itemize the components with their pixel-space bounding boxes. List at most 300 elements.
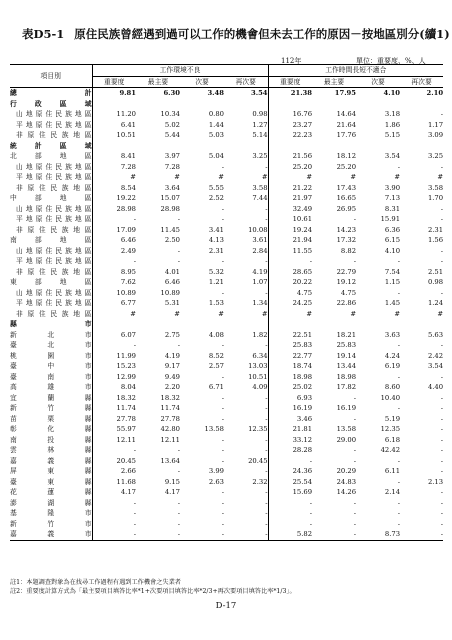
table-cell: - <box>92 445 136 456</box>
table-cell: 7.62 <box>92 277 136 288</box>
table-cell: 4.08 <box>208 330 224 339</box>
table-row <box>10 361 443 372</box>
table-cell: 11.99 <box>92 351 136 362</box>
table-cell: 5.14 <box>252 131 268 140</box>
table-cell: # <box>268 309 312 320</box>
row-label: 中部地區 <box>10 194 92 203</box>
table-cell: - <box>440 414 444 423</box>
row-label: 臺南市 <box>10 372 92 381</box>
row-label: 臺北市 <box>10 341 92 350</box>
group-header-poor-environment: 工作環境不良 <box>92 65 268 77</box>
table-cell: - <box>265 393 268 402</box>
table-cell: 10.34 <box>160 110 180 119</box>
table-cell <box>312 99 356 110</box>
table-cell: - <box>221 341 224 350</box>
table-cell: 2.32 <box>252 477 268 486</box>
row-label: 非原住民族地區 <box>16 183 92 192</box>
table-row <box>10 319 443 330</box>
table-cell: 1.45 <box>384 299 401 308</box>
table-cell: - <box>440 110 444 119</box>
table-cell: 12.11 <box>160 435 180 444</box>
table-cell: 1.21 <box>208 278 224 287</box>
table-cell: 1.86 <box>384 120 401 129</box>
table-cell <box>312 319 356 330</box>
table-cell: 4.19 <box>164 351 180 360</box>
table-cell: 17.76 <box>336 131 357 140</box>
table-cell: - <box>177 341 180 350</box>
table-cell: 17.32 <box>336 236 357 245</box>
table-cell <box>268 319 312 330</box>
table-cell: - <box>397 509 401 518</box>
table-cell: 12.99 <box>92 372 136 383</box>
row-label: 山地原住民族地區 <box>16 110 92 119</box>
table-cell: - <box>440 519 444 528</box>
table-cell: # <box>218 173 224 182</box>
table-cell: - <box>265 509 268 518</box>
table-row <box>10 519 443 530</box>
table-cell: - <box>397 288 401 297</box>
table-cell: - <box>440 341 444 350</box>
table-cell: - <box>440 162 444 171</box>
table-cell <box>400 319 443 330</box>
survey-year: 112年 <box>281 57 302 65</box>
table-row <box>10 183 443 194</box>
table-cell: 5.82 <box>268 529 312 540</box>
table-cell: 8.82 <box>340 246 357 255</box>
table-cell: # <box>437 173 444 182</box>
table-cell: 16.19 <box>336 404 357 413</box>
table-cell: 17.95 <box>334 89 357 98</box>
table-cell: 2.49 <box>92 246 136 257</box>
table-cell <box>136 319 180 330</box>
table-cell: 17.09 <box>92 225 136 236</box>
table-cell: 22.23 <box>268 130 312 141</box>
table-body <box>10 88 443 541</box>
table-title-text: 原住民族曾經遇到過可以工作的機會但未去工作的原因－按地區別分(續1) <box>74 27 450 41</box>
table-cell: 5.19 <box>384 414 401 423</box>
row-label: 非原住民族地區 <box>16 225 92 234</box>
table-cell: 33.12 <box>268 435 312 446</box>
table-cell: 11.55 <box>268 246 312 257</box>
table-cell: - <box>353 215 357 224</box>
col-header: 次要 <box>180 76 224 88</box>
table-cell: - <box>224 529 268 540</box>
table-row <box>10 256 443 267</box>
table-cell: 32.49 <box>268 204 312 215</box>
row-label: 行政區域 <box>10 99 92 108</box>
table-cell: 8.95 <box>92 267 136 278</box>
table-cell: - <box>92 498 136 509</box>
table-cell: # <box>268 172 312 183</box>
table-cell: 15.23 <box>92 361 136 372</box>
table-cell <box>400 141 443 152</box>
table-cell: - <box>397 341 401 350</box>
table-cell: # <box>394 173 401 182</box>
table-cell: 10.51 <box>92 130 136 141</box>
table-cell: - <box>397 372 401 381</box>
table-cell: 19.14 <box>336 351 357 360</box>
table-row <box>10 99 443 110</box>
row-label: 平地原住民族地區 <box>16 120 92 129</box>
table-cell: - <box>440 435 444 444</box>
table-cell: 5.44 <box>164 131 180 140</box>
table-cell: - <box>397 404 401 413</box>
table-row <box>10 288 443 299</box>
table-row <box>10 414 443 425</box>
table-cell: - <box>265 204 268 213</box>
table-cell: 11.45 <box>160 225 180 234</box>
table-row <box>10 477 443 488</box>
table-cell: 9.49 <box>164 372 180 381</box>
table-cell: - <box>440 204 444 213</box>
table-cell: 4.10 <box>383 89 401 98</box>
table-cell: 0.98 <box>252 110 268 119</box>
table-cell: 22.51 <box>268 330 312 341</box>
table-cell: 5.63 <box>427 330 444 339</box>
table-row <box>10 529 443 540</box>
table-cell: 20.45 <box>248 456 268 465</box>
table-cell: 6.11 <box>384 467 401 476</box>
table-cell: - <box>397 498 401 507</box>
table-cell: - <box>268 519 312 530</box>
table-cell: 13.58 <box>336 425 357 434</box>
row-label: 新竹市 <box>10 519 92 528</box>
col-header: 再次要 <box>400 76 443 88</box>
table-row <box>10 141 443 152</box>
row-label: 新竹縣 <box>10 404 92 413</box>
table-cell: # <box>350 173 357 182</box>
table-cell: - <box>265 435 268 444</box>
table-cell: 5.03 <box>208 131 224 140</box>
table-cell: - <box>268 508 312 519</box>
table-cell: - <box>265 519 268 528</box>
table-cell: - <box>221 446 224 455</box>
footnote: 註2：重要度計算方式為「最主要項目填答比率*1+次要項目填答比率*2/3+再次要項目填答比率*1/3」。 <box>10 588 296 595</box>
table-cell: - <box>440 446 444 455</box>
table-row <box>10 498 443 509</box>
table-cell: - <box>440 257 444 266</box>
table-cell: 13.58 <box>204 425 224 434</box>
table-cell: 23.27 <box>268 120 312 131</box>
table-cell: - <box>312 529 356 540</box>
table-cell: - <box>221 498 224 507</box>
table-row <box>10 151 443 162</box>
table-row <box>10 109 443 120</box>
table-cell: 8.31 <box>384 204 401 213</box>
table-cell: 21.97 <box>268 193 312 204</box>
row-label: 南投縣 <box>10 435 92 444</box>
table-cell: - <box>265 162 268 171</box>
table-cell: 22.77 <box>268 351 312 362</box>
table-cell: 25.83 <box>336 341 357 350</box>
table-cell: - <box>265 404 268 413</box>
table-cell: 1.56 <box>427 236 444 245</box>
table-cell: # <box>437 309 444 318</box>
table-row <box>10 214 443 225</box>
row-label: 東部地區 <box>10 278 92 287</box>
row-label: 非原住民族地區 <box>16 309 92 318</box>
row-label: 嘉義市 <box>10 530 92 539</box>
table-row <box>10 267 443 278</box>
table-cell: 4.17 <box>92 487 136 498</box>
table-cell: - <box>353 456 357 465</box>
table-cell: 1.17 <box>427 120 444 129</box>
table-cell: - <box>92 256 136 267</box>
table-cell: 17.43 <box>336 183 357 192</box>
table-cell: 4.09 <box>252 383 268 392</box>
table-cell: 6.46 <box>92 235 136 246</box>
table-cell: - <box>440 467 444 476</box>
table-cell: - <box>397 162 401 171</box>
unit-note: 單位：重要度、%、人 <box>356 57 426 65</box>
table-row <box>10 162 443 173</box>
table-cell: 4.40 <box>427 383 444 392</box>
row-label: 非原住民族地區 <box>16 131 92 140</box>
table-cell: 21.22 <box>268 183 312 194</box>
row-label: 臺中市 <box>10 362 92 371</box>
table-cell: 8.52 <box>208 351 224 360</box>
table-row <box>10 330 443 341</box>
table-cell: - <box>440 393 444 402</box>
table-cell: 2.14 <box>384 488 401 497</box>
table-cell: - <box>177 519 180 528</box>
table-cell: - <box>221 257 224 266</box>
table-cell: 27.78 <box>160 414 180 423</box>
table-cell: 25.83 <box>268 340 312 351</box>
row-label: 澎湖縣 <box>10 498 92 507</box>
footnotes <box>10 578 296 596</box>
table-cell: 3.48 <box>207 89 224 98</box>
table-row <box>10 235 443 246</box>
table-cell: - <box>397 519 401 528</box>
table-cell: 2.75 <box>164 330 180 339</box>
table-cell: 1.70 <box>427 194 444 203</box>
table-row <box>10 393 443 404</box>
table-cell: - <box>268 456 312 467</box>
table-cell: 15.91 <box>380 215 401 224</box>
table-cell: 28.28 <box>268 445 312 456</box>
row-label: 山地原住民族地區 <box>16 204 92 213</box>
table-cell: 9.15 <box>164 477 180 486</box>
table-cell: 2.42 <box>427 351 444 360</box>
table-cell: 14.26 <box>336 488 357 497</box>
table-cell: 6.46 <box>164 278 180 287</box>
table-cell: 11.74 <box>160 404 180 413</box>
table-cell <box>268 141 312 152</box>
table-cell: - <box>440 215 444 224</box>
table-cell: - <box>440 246 444 255</box>
table-cell: 2.13 <box>427 477 444 486</box>
col-header: 最主要 <box>136 76 180 88</box>
table-cell: - <box>353 498 357 507</box>
table-cell: 1.34 <box>252 299 268 308</box>
table-cell: 18.32 <box>160 393 180 402</box>
table-cell: 13.03 <box>248 362 268 371</box>
row-label: 屏東縣 <box>10 467 92 476</box>
table-cell: - <box>353 257 357 266</box>
table-cell: 27.78 <box>92 414 136 425</box>
table-cell: # <box>261 173 268 182</box>
footnote: 註1：本題調查對象為在找尋工作過程有遇到工作機會之失業者 <box>10 579 181 586</box>
row-label: 高雄市 <box>10 383 92 392</box>
table-cell <box>356 319 400 330</box>
table-cell: 6.71 <box>208 383 224 392</box>
table-cell <box>180 141 224 152</box>
row-label: 平地原住民族地區 <box>16 215 92 224</box>
row-label: 桃園市 <box>10 351 92 360</box>
table-cell: 5.02 <box>164 120 180 129</box>
table-cell: 15.07 <box>160 194 180 203</box>
table-cell: - <box>265 215 268 224</box>
table-row <box>10 435 443 446</box>
table-cell: 25.54 <box>268 477 312 488</box>
table-cell: 14.64 <box>336 110 357 119</box>
table-cell: 15.69 <box>268 487 312 498</box>
table-cell: 3.09 <box>427 131 444 140</box>
table-cell: 6.07 <box>92 330 136 341</box>
table-cell: 6.34 <box>252 351 268 360</box>
table-cell: - <box>268 256 312 267</box>
table-cell: 6.36 <box>384 225 401 234</box>
table-row <box>10 487 443 498</box>
table-cell: - <box>221 372 224 381</box>
table-cell: 14.23 <box>336 225 357 234</box>
table-cell: - <box>440 488 444 497</box>
table-row <box>10 298 443 309</box>
table-cell: 4.75 <box>268 288 312 299</box>
table-cell: 3.97 <box>164 152 180 161</box>
table-cell: 8.04 <box>92 382 136 393</box>
table-row <box>10 193 443 204</box>
row-label: 新北市 <box>10 330 92 339</box>
table-row <box>10 172 443 183</box>
table-cell: - <box>221 456 224 465</box>
table-cell: 4.01 <box>164 267 180 276</box>
table-cell: - <box>221 519 224 528</box>
table-cell: - <box>221 414 224 423</box>
table-cell <box>268 99 312 110</box>
row-label: 嘉義縣 <box>10 456 92 465</box>
table-cell: - <box>265 414 268 423</box>
col-header: 次要 <box>356 76 400 88</box>
table-cell <box>224 141 268 152</box>
table-cell: - <box>353 393 357 402</box>
table-cell: # <box>92 172 136 183</box>
table-cell: 6.30 <box>163 89 180 98</box>
table-cell: 4.19 <box>252 267 268 276</box>
row-label: 山地原住民族地區 <box>16 246 92 255</box>
table-cell: 7.13 <box>384 194 401 203</box>
table-row <box>10 309 443 320</box>
table-cell: 18.98 <box>268 372 312 383</box>
table-cell: - <box>221 393 224 402</box>
table-cell: 11.68 <box>92 477 136 488</box>
table-cell: 8.41 <box>92 151 136 162</box>
table-cell: 3.41 <box>208 225 224 234</box>
table-row <box>10 508 443 519</box>
table-cell <box>136 99 180 110</box>
table-cell: - <box>92 519 136 530</box>
table-cell: - <box>440 288 444 297</box>
table-cell: - <box>92 340 136 351</box>
table-cell: 3.63 <box>384 330 401 339</box>
row-label: 南部地區 <box>10 236 92 245</box>
row-label: 平地原住民族地區 <box>16 299 92 308</box>
table-cell: 10.89 <box>92 288 136 299</box>
table-cell: 21.94 <box>268 235 312 246</box>
table-cell: 42.42 <box>380 446 401 455</box>
table-cell: 22.86 <box>336 299 357 308</box>
table-row <box>10 340 443 351</box>
table-row <box>10 445 443 456</box>
table-cell: 10.08 <box>248 225 268 234</box>
data-table <box>10 64 443 541</box>
table-cell: 42.80 <box>160 425 180 434</box>
table-cell: 2.50 <box>164 236 180 245</box>
table-cell: 3.58 <box>252 183 268 192</box>
table-cell: 10.51 <box>248 372 268 381</box>
table-cell: 1.24 <box>427 299 444 308</box>
table-cell: 28.98 <box>160 204 180 213</box>
table-cell: 4.13 <box>208 236 224 245</box>
table-cell <box>136 141 180 152</box>
table-cell: 3.54 <box>427 362 444 371</box>
table-cell: 9.81 <box>92 88 136 99</box>
table-cell: - <box>92 529 136 540</box>
table-row <box>10 424 443 435</box>
table-cell: - <box>221 435 224 444</box>
table-cell: 2.63 <box>208 477 224 486</box>
row-label: 彰化縣 <box>10 425 92 434</box>
table-cell: - <box>440 425 444 434</box>
table-cell: 21.64 <box>336 120 357 129</box>
table-cell: 1.44 <box>208 120 224 129</box>
table-cell: 3.25 <box>252 152 268 161</box>
table-cell: 20.22 <box>268 277 312 288</box>
table-cell: 3.99 <box>208 467 224 476</box>
table-cell: - <box>353 509 357 518</box>
table-cell: 2.31 <box>208 246 224 255</box>
table-cell: 26.95 <box>336 204 357 213</box>
table-code: 表D5-1 <box>22 27 65 41</box>
table-cell: - <box>177 246 180 255</box>
table-cell: 3.46 <box>268 414 312 425</box>
table-cell: 1.15 <box>384 278 401 287</box>
table-cell: - <box>265 488 268 497</box>
table-cell: - <box>177 509 180 518</box>
table-cell: 9.17 <box>164 362 180 371</box>
table-cell: - <box>440 404 444 413</box>
table-cell: 4.75 <box>340 288 357 297</box>
table-cell: 0.80 <box>208 110 224 119</box>
col-header: 重要度 <box>268 76 312 88</box>
table-cell <box>224 99 268 110</box>
table-cell: 17.82 <box>336 383 357 392</box>
col-header: 重要度 <box>92 76 136 88</box>
table-cell: 21.56 <box>268 151 312 162</box>
table-cell: 16.19 <box>268 403 312 414</box>
table-cell: - <box>177 498 180 507</box>
table-cell: 7.28 <box>92 162 136 173</box>
table-cell: 1.27 <box>252 120 268 129</box>
row-label: 統計區域 <box>10 141 92 150</box>
table-cell: 18.21 <box>336 330 357 339</box>
table-cell: 7.28 <box>164 162 180 171</box>
table-cell: # <box>174 309 180 318</box>
table-cell: 21.38 <box>268 88 312 99</box>
table-row <box>10 372 443 383</box>
table-cell: - <box>353 519 357 528</box>
